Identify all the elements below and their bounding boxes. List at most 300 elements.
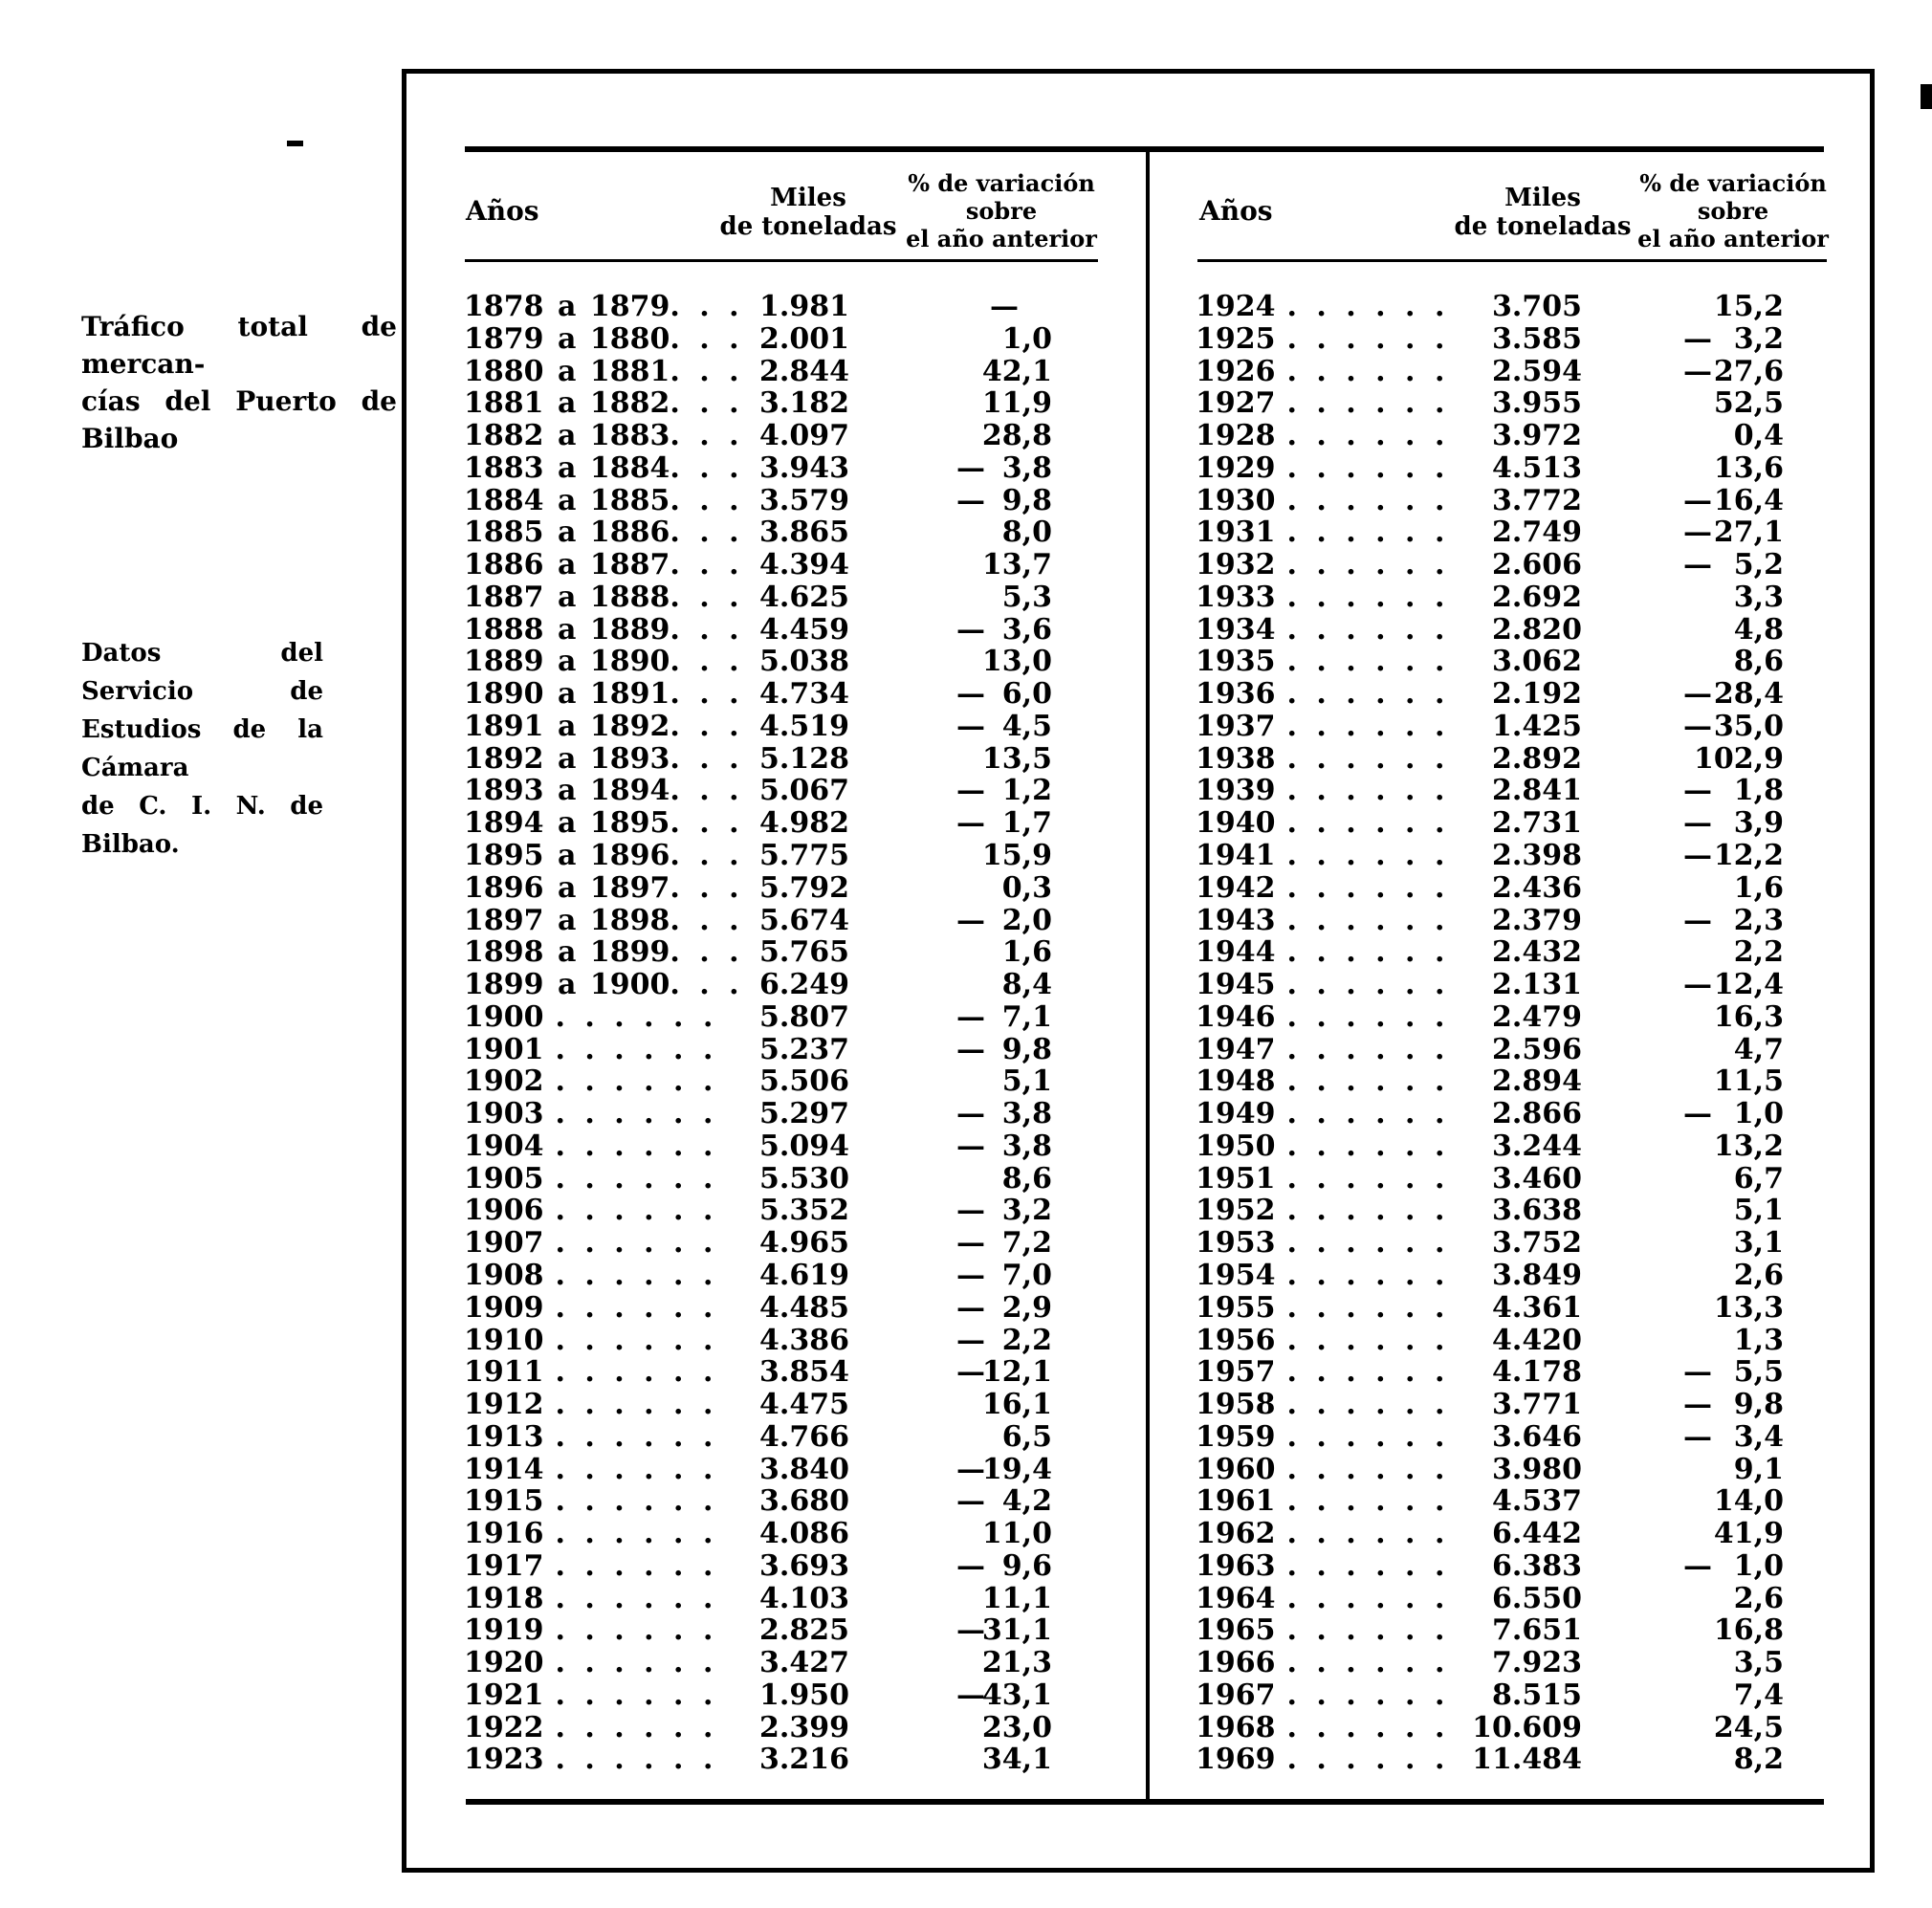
row-year-label: 1907 — [464, 1226, 544, 1261]
row-year-label: 1946 — [1196, 999, 1276, 1034]
row-year-label: 1888 a 1889 — [464, 612, 670, 647]
row-variation-cell — [956, 1389, 1052, 1421]
header-variation-left-line3: el año anterior — [906, 225, 1097, 252]
row-variation-cell — [1683, 549, 1784, 581]
row-tons-value: 3.865 — [759, 515, 849, 550]
row-tons-value: 6.383 — [1492, 1548, 1582, 1583]
row-year-cell — [464, 1518, 732, 1550]
minus-dash: — — [956, 450, 985, 485]
row-year-label: 1884 a 1885 — [464, 483, 670, 517]
header-rule-left — [465, 259, 1098, 262]
row-variation-cell — [956, 1260, 1052, 1292]
row-variation-value: 3,4 — [1733, 1419, 1784, 1454]
row-variation-value: 16,8 — [1713, 1613, 1784, 1648]
row-year-cell — [464, 1065, 732, 1098]
row-tons-value: 5.765 — [759, 935, 849, 970]
dot-leader: . . . . . . — [1286, 774, 1450, 808]
row-tons-value: 4.766 — [759, 1419, 849, 1454]
row-year-cell — [1196, 743, 1463, 776]
row-variation-cell — [1683, 1098, 1784, 1130]
row-variation-value: 1,0 — [1001, 321, 1052, 356]
row-tons-value: 4.619 — [759, 1258, 849, 1292]
row-year-label: 1956 — [1196, 1323, 1276, 1357]
row-year-label: 1904 — [464, 1129, 544, 1163]
table-row — [464, 291, 1052, 323]
dot-leader: . . . . . . — [1286, 1613, 1450, 1648]
row-year-cell — [1196, 1227, 1463, 1260]
dot-leader: . . . — [670, 354, 744, 388]
dot-leader: . . . — [670, 321, 744, 356]
row-tons-value: 4.513 — [1492, 450, 1582, 485]
table-row — [464, 1001, 1052, 1034]
row-tons-value: 4.965 — [759, 1226, 849, 1261]
margin-note-source — [81, 634, 323, 864]
row-tons-value: 4.086 — [759, 1517, 849, 1551]
row-variation-value: 5,1 — [1733, 1194, 1784, 1228]
row-year-label: 1955 — [1196, 1290, 1276, 1325]
table-row — [464, 807, 1052, 840]
table-row — [464, 1065, 1052, 1098]
row-variation-cell — [1683, 1130, 1784, 1163]
row-variation-cell — [1683, 872, 1784, 905]
row-tons-value: 3.772 — [1492, 483, 1582, 517]
scan-speck — [287, 141, 303, 146]
row-tons-value: 3.771 — [1492, 1388, 1582, 1422]
minus-dash: — — [1683, 806, 1712, 841]
dot-leader: . . . — [670, 612, 744, 647]
table-row — [1196, 1163, 1784, 1195]
row-tons-value: 4.459 — [759, 612, 849, 647]
minus-dash: — — [956, 1226, 985, 1261]
row-variation-cell — [1683, 1325, 1784, 1357]
dot-leader: . . . . . . — [1286, 354, 1450, 388]
table-row — [1196, 1260, 1784, 1292]
row-variation-value: 9,8 — [1001, 1032, 1052, 1066]
row-variation-value: 3,2 — [1001, 1194, 1052, 1228]
row-variation-value: 1,6 — [1001, 935, 1052, 970]
row-variation-cell — [1683, 1744, 1784, 1776]
row-year-cell — [1196, 905, 1463, 937]
row-year-label: 1903 — [464, 1097, 544, 1131]
row-year-label: 1900 — [464, 999, 544, 1034]
row-variation-value: 6,0 — [1001, 677, 1052, 712]
row-variation-cell — [956, 840, 1052, 872]
row-year-label: 1896 a 1897 — [464, 870, 670, 905]
row-tons-value: 2.892 — [1492, 741, 1582, 776]
row-variation-cell — [956, 678, 1052, 711]
row-variation-cell — [956, 1065, 1052, 1098]
row-year-label: 1931 — [1196, 515, 1276, 550]
row-year-label: 1890 a 1891 — [464, 677, 670, 712]
row-variation-cell — [1683, 614, 1784, 647]
row-year-cell — [464, 1034, 732, 1066]
row-variation-value: 13,5 — [981, 741, 1052, 776]
row-year-cell — [1196, 1195, 1463, 1227]
minus-dash: — — [956, 1097, 985, 1131]
dot-leader: . . . . . . — [1286, 1743, 1450, 1777]
dot-leader: . . . — [670, 419, 744, 453]
minus-dash: — — [956, 903, 985, 937]
row-variation-value: 9,1 — [1733, 1452, 1784, 1486]
minus-dash: — — [956, 1258, 985, 1292]
row-variation-cell — [956, 969, 1052, 1001]
row-tons-value: 4.537 — [1492, 1484, 1582, 1519]
table-row — [1196, 323, 1784, 356]
header-variation-right — [1632, 169, 1834, 252]
row-year-cell — [464, 1614, 732, 1647]
row-year-label: 1908 — [464, 1258, 544, 1292]
row-variation-value: 1,2 — [1001, 774, 1052, 808]
dot-leader: . . . . . . — [1286, 870, 1450, 905]
minus-dash: — — [956, 677, 985, 712]
row-variation-cell — [956, 356, 1052, 388]
table-row — [464, 420, 1052, 452]
row-year-label: 1882 a 1883 — [464, 419, 670, 453]
row-year-cell — [1196, 1098, 1463, 1130]
dot-leader: . . . — [670, 290, 744, 323]
row-variation-cell — [1683, 1163, 1784, 1195]
row-variation-value: 4,5 — [1001, 709, 1052, 743]
table-row — [464, 1614, 1052, 1647]
dot-leader: . . . . . . — [1286, 1419, 1450, 1454]
row-year-label: 1935 — [1196, 645, 1276, 679]
row-year-cell — [464, 1679, 732, 1712]
table-row — [1196, 872, 1784, 905]
row-variation-cell — [1683, 1454, 1784, 1486]
row-year-cell — [464, 548, 744, 582]
dot-leader: . . . . . . — [555, 1064, 718, 1099]
row-variation-cell — [956, 420, 1052, 452]
row-variation-cell — [1683, 646, 1784, 678]
row-year-cell — [464, 1098, 732, 1130]
row-year-label: 1965 — [1196, 1613, 1276, 1648]
row-variation-cell — [1683, 1679, 1784, 1712]
row-variation-value: 7,2 — [1001, 1226, 1052, 1261]
row-tons-value: 6.550 — [1492, 1581, 1582, 1615]
row-variation-cell — [1683, 1034, 1784, 1066]
row-year-label: 1917 — [464, 1548, 544, 1583]
row-variation-value: 28,4 — [1713, 677, 1784, 712]
header-rule-right — [1197, 259, 1827, 262]
row-year-cell — [464, 839, 744, 873]
row-tons-value: 3.460 — [1492, 1161, 1582, 1195]
row-tons-value: 2.594 — [1492, 354, 1582, 388]
dot-leader: . . . . . . — [555, 1161, 718, 1195]
dot-leader: . . . . . . — [1286, 935, 1450, 970]
minus-dash: — — [956, 1032, 985, 1066]
row-year-label: 1918 — [464, 1581, 544, 1615]
row-year-cell — [1196, 1744, 1463, 1776]
row-variation-cell — [1683, 516, 1784, 549]
row-year-cell — [1196, 516, 1463, 549]
table-row — [464, 1712, 1052, 1744]
row-year-cell — [464, 1421, 732, 1454]
header-tons-left — [713, 184, 904, 241]
table-row — [464, 872, 1052, 905]
row-tons-value: 5.530 — [759, 1161, 849, 1195]
row-variation-value: 13,3 — [1713, 1290, 1784, 1325]
table-row — [464, 1679, 1052, 1712]
table-rows-right — [1196, 291, 1784, 1776]
row-year-label: 1927 — [1196, 386, 1276, 421]
row-year-cell — [1196, 678, 1463, 711]
row-year-cell — [1196, 711, 1463, 743]
row-variation-value: 6,5 — [1001, 1419, 1052, 1454]
row-variation-cell — [956, 323, 1052, 356]
row-year-cell — [1196, 872, 1463, 905]
header-variation-right-line1: % de variación — [1639, 169, 1827, 197]
table-row — [1196, 1518, 1784, 1550]
row-year-cell — [1196, 1325, 1463, 1357]
dot-leader: . . . . . . — [555, 1419, 718, 1454]
table-row — [464, 1098, 1052, 1130]
table-row — [1196, 1001, 1784, 1034]
minus-dash: — — [1683, 1355, 1712, 1390]
dot-leader: . . . . . . — [1286, 968, 1450, 1002]
table-row — [1196, 646, 1784, 678]
row-variation-value: 2,6 — [1733, 1581, 1784, 1615]
row-year-label: 1887 a 1888 — [464, 580, 670, 614]
row-variation-value: 3,8 — [1001, 1097, 1052, 1131]
margin-note-source-line2: Estudios de la Cámara — [81, 715, 323, 782]
table-row — [1196, 840, 1784, 872]
minus-dash: — — [1683, 483, 1712, 517]
minus-dash: — — [1683, 774, 1712, 808]
row-year-label: 1952 — [1196, 1194, 1276, 1228]
table-row — [464, 1421, 1052, 1454]
table-row — [1196, 775, 1784, 807]
row-variation-cell — [956, 291, 1052, 323]
row-tons-value: 2.479 — [1492, 999, 1582, 1034]
row-year-label: 1894 a 1895 — [464, 806, 670, 841]
row-variation-cell — [956, 1647, 1052, 1679]
row-year-cell — [464, 1195, 732, 1227]
row-tons-value: 3.427 — [759, 1646, 849, 1680]
row-tons-value: 1.425 — [1492, 709, 1582, 743]
row-year-label: 1939 — [1196, 774, 1276, 808]
row-variation-value: 1,3 — [1733, 1323, 1784, 1357]
row-variation-value: 27,1 — [1713, 515, 1784, 550]
row-year-label: 1899 a 1900 — [464, 968, 670, 1002]
row-variation-value: 15,2 — [1713, 290, 1784, 323]
dot-leader: . . . . . . — [1286, 1194, 1450, 1228]
dot-leader: . . . . . . — [555, 1710, 718, 1744]
dot-leader: . . . . . . — [1286, 709, 1450, 743]
minus-dash: — — [1683, 1097, 1712, 1131]
row-variation-cell — [956, 485, 1052, 517]
dot-leader: . . . — [670, 806, 744, 841]
dot-leader: . . . — [670, 580, 744, 614]
row-year-label: 1895 a 1896 — [464, 839, 670, 873]
dot-leader: . . . — [670, 548, 744, 582]
header-tons-right-line2: de toneladas — [1454, 212, 1632, 241]
row-tons-value: 5.807 — [759, 999, 849, 1034]
row-tons-value: 4.361 — [1492, 1290, 1582, 1325]
row-year-cell — [1196, 485, 1463, 517]
table-row — [464, 516, 1052, 549]
row-variation-cell — [956, 905, 1052, 937]
row-variation-cell — [1683, 775, 1784, 807]
row-variation-cell — [956, 646, 1052, 678]
row-variation-value: 3,8 — [1001, 1129, 1052, 1163]
row-variation-cell — [956, 387, 1052, 420]
row-year-cell — [464, 1001, 732, 1034]
table-row — [1196, 549, 1784, 581]
row-year-label: 1954 — [1196, 1258, 1276, 1292]
row-variation-value: 13,6 — [1713, 450, 1784, 485]
row-tons-value: 4.519 — [759, 709, 849, 743]
row-variation-cell — [956, 1163, 1052, 1195]
table-row — [1196, 1454, 1784, 1486]
row-variation-cell — [956, 1034, 1052, 1066]
minus-dash: — — [956, 806, 985, 841]
row-tons-value: 2.894 — [1492, 1064, 1582, 1099]
row-variation-cell — [956, 1583, 1052, 1615]
dot-leader: . . . — [670, 386, 744, 421]
row-year-cell — [1196, 1421, 1463, 1454]
row-tons-value: 3.752 — [1492, 1226, 1582, 1261]
row-year-cell — [464, 709, 744, 743]
row-year-label: 1924 — [1196, 290, 1276, 323]
table-row — [464, 711, 1052, 743]
row-year-cell — [464, 1356, 732, 1389]
table-row — [1196, 1034, 1784, 1066]
row-year-cell — [464, 870, 744, 905]
column-divider-rule — [1146, 152, 1150, 1799]
row-variation-cell — [956, 1614, 1052, 1647]
row-variation-cell — [956, 549, 1052, 581]
row-year-label: 1891 a 1892 — [464, 709, 670, 743]
row-tons-value: 5.067 — [759, 774, 849, 808]
table-row — [1196, 1583, 1784, 1615]
row-tons-value: 4.394 — [759, 548, 849, 582]
row-tons-value: 5.038 — [759, 645, 849, 679]
row-year-cell — [464, 1260, 732, 1292]
row-tons-value: 2.192 — [1492, 677, 1582, 712]
row-year-label: 1883 a 1884 — [464, 450, 670, 485]
row-year-label: 1923 — [464, 1743, 544, 1777]
row-variation-cell — [1683, 1583, 1784, 1615]
row-year-cell — [1196, 969, 1463, 1001]
row-variation-cell — [956, 743, 1052, 776]
row-year-label: 1962 — [1196, 1517, 1276, 1551]
table-row — [1196, 1195, 1784, 1227]
row-variation-value: 3,9 — [1733, 806, 1784, 841]
row-year-cell — [1196, 1679, 1463, 1712]
table-row — [1196, 1065, 1784, 1098]
row-tons-value: 2.866 — [1492, 1097, 1582, 1131]
row-year-cell — [464, 1485, 732, 1518]
row-tons-value: 4.178 — [1492, 1355, 1582, 1390]
row-year-label: 1889 a 1890 — [464, 645, 670, 679]
row-variation-cell — [956, 1550, 1052, 1583]
row-year-cell — [464, 321, 744, 356]
row-variation-cell — [1683, 969, 1784, 1001]
row-variation-value: 42,1 — [981, 354, 1052, 388]
row-year-label: 1934 — [1196, 612, 1276, 647]
dot-leader: . . . . . . — [1286, 290, 1450, 323]
dot-leader: . . . . . . — [1286, 1258, 1450, 1292]
minus-dash: — — [1683, 903, 1712, 937]
table-row — [464, 356, 1052, 388]
row-year-label: 1937 — [1196, 709, 1276, 743]
header-years-left: Años — [466, 195, 539, 227]
row-year-cell — [1196, 452, 1463, 485]
minus-dash: — — [956, 709, 985, 743]
row-year-cell — [1196, 549, 1463, 581]
row-variation-cell — [1683, 1485, 1784, 1518]
row-variation-value: 4,8 — [1733, 612, 1784, 647]
row-year-label: 1958 — [1196, 1388, 1276, 1422]
margin-note-title-line2: cías del Puerto de Bilbao — [81, 385, 397, 454]
row-year-cell — [1196, 840, 1463, 872]
dot-leader: . . . . . . — [555, 1517, 718, 1551]
minus-dash: — — [956, 483, 985, 517]
dot-leader: . . . . . . — [1286, 1097, 1450, 1131]
table-row — [464, 1260, 1052, 1292]
row-year-cell — [1196, 1614, 1463, 1647]
row-year-label: 1921 — [464, 1678, 544, 1712]
row-year-label: 1929 — [1196, 450, 1276, 485]
minus-dash: — — [956, 774, 985, 808]
table-row — [1196, 452, 1784, 485]
row-variation-value: 3,5 — [1733, 1646, 1784, 1680]
dot-leader: . . . . . . — [555, 1097, 718, 1131]
row-tons-value: 4.734 — [759, 677, 849, 712]
row-year-cell — [1196, 614, 1463, 647]
dot-leader: . . . — [670, 515, 744, 550]
margin-note-title — [81, 308, 397, 457]
row-tons-value: 3.840 — [759, 1452, 849, 1486]
dot-leader: . . . . . . — [555, 1548, 718, 1583]
dot-leader: . . . . . . — [1286, 612, 1450, 647]
row-tons-value: 2.749 — [1492, 515, 1582, 550]
row-year-label: 1885 a 1886 — [464, 515, 670, 550]
row-variation-value: 12,1 — [981, 1355, 1052, 1390]
row-tons-value: 3.646 — [1492, 1419, 1582, 1454]
row-variation-value: 1,7 — [1001, 806, 1052, 841]
row-variation-cell — [956, 614, 1052, 647]
table-row — [464, 905, 1052, 937]
header-variation-right-line2: sobre — [1697, 197, 1769, 225]
row-tons-value: 4.982 — [759, 806, 849, 841]
row-tons-value: 2.692 — [1492, 580, 1582, 614]
row-year-cell — [464, 1389, 732, 1421]
row-year-label: 1936 — [1196, 677, 1276, 712]
row-variation-cell — [1683, 1195, 1784, 1227]
dot-leader: . . . . . . — [1286, 1646, 1450, 1680]
table-bottom-rule — [466, 1799, 1824, 1805]
row-year-label: 1948 — [1196, 1064, 1276, 1099]
header-variation-left-line2: sobre — [965, 197, 1038, 225]
dot-leader: . . . . . . — [1286, 1484, 1450, 1519]
row-year-cell — [464, 1647, 732, 1679]
row-tons-value: 4.625 — [759, 580, 849, 614]
row-year-label: 1881 a 1882 — [464, 386, 670, 421]
table-row — [464, 969, 1052, 1001]
row-variation-value: 2,0 — [1001, 903, 1052, 937]
row-year-cell — [464, 483, 744, 517]
row-tons-value: 5.094 — [759, 1129, 849, 1163]
table-row — [1196, 1098, 1784, 1130]
dot-leader: . . . . . . — [555, 1678, 718, 1712]
dot-leader: . . . . . . — [555, 1323, 718, 1357]
row-year-label: 1968 — [1196, 1710, 1276, 1744]
row-variation-cell — [956, 1712, 1052, 1744]
row-variation-cell — [956, 1325, 1052, 1357]
row-year-cell — [464, 580, 744, 614]
row-year-cell — [1196, 646, 1463, 678]
